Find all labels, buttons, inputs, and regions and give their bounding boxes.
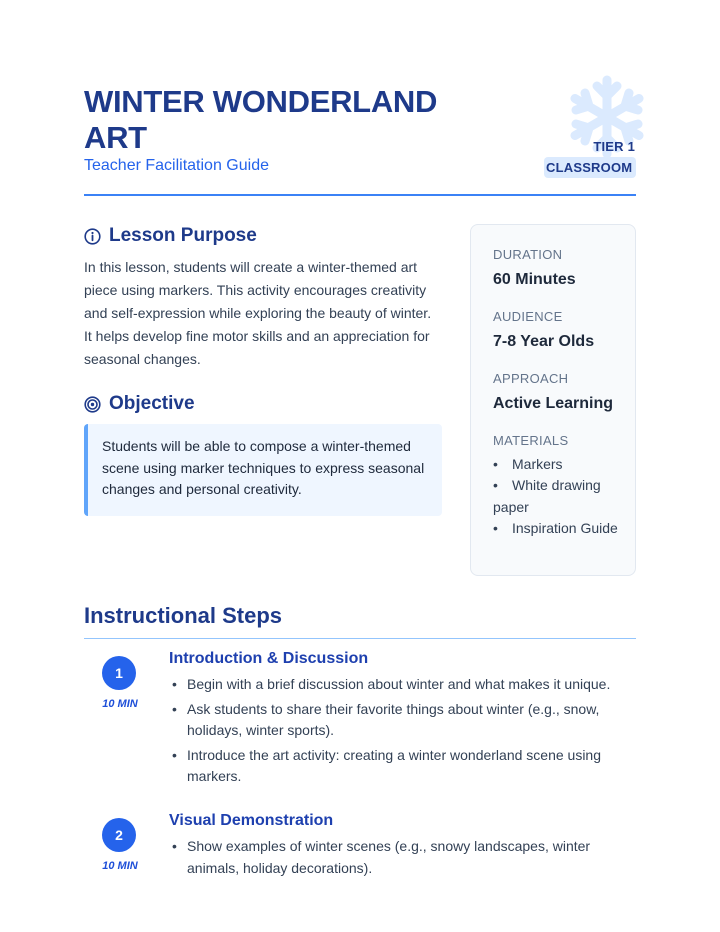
duration-value: 60 Minutes: [493, 271, 576, 288]
setting-label: CLASSROOM: [544, 157, 636, 178]
lesson-purpose-text: In this lesson, students will create a winter-themed art piece using markers. This activity encourages creativity and self-expression while exploring the beauty of winter. It helps develop fine motor skills and an appreciation for seasonal changes.: [84, 259, 432, 367]
tier-label: TIER 1: [593, 139, 635, 154]
approach-value: Active Learning: [493, 395, 614, 412]
list-item: • Begin with a brief discussion about winter and what makes it unique.: [169, 674, 629, 696]
step-bullets: [169, 674, 629, 791]
target-icon: [84, 396, 101, 413]
objective-title: Objective: [109, 393, 195, 414]
materials-label: MATERIALS: [493, 433, 569, 448]
materials-list: [493, 454, 623, 539]
lesson-info-card: [470, 224, 636, 576]
header-divider: [84, 194, 636, 196]
lesson-purpose-title: Lesson Purpose: [109, 225, 257, 246]
objective-heading: [84, 393, 195, 415]
step-duration: 10 MIN: [102, 698, 138, 710]
material-name: Inspiration Guide: [512, 519, 618, 536]
list-item: • White drawing paper: [493, 477, 601, 515]
info-icon: [84, 228, 101, 245]
duration-label: DURATION: [493, 247, 563, 262]
list-item: • Inspiration Guide: [493, 519, 618, 536]
step-number-badge: 1: [102, 656, 136, 690]
list-item: • Ask students to share their favorite things about winter (e.g., snow, holidays, winter sports).: [169, 699, 629, 742]
step-title: Introduction & Discussion: [169, 650, 369, 667]
list-item: • Markers: [493, 456, 563, 472]
tier-badge: [544, 136, 636, 180]
steps-divider: [84, 638, 636, 639]
step-number-badge: 2: [102, 818, 136, 852]
list-item: • Introduce the art activity: creating a winter wonderland scene using markers.: [169, 745, 629, 788]
list-item: • Show examples of winter scenes (e.g., snowy landscapes, winter animals, holiday decorations).: [169, 836, 629, 879]
page-title: WINTER WONDERLAND ART: [84, 84, 438, 155]
material-name: White drawing paper: [493, 477, 601, 515]
step-title: Visual Demonstration: [169, 812, 334, 829]
audience-label: AUDIENCE: [493, 309, 563, 324]
step-duration: 10 MIN: [102, 860, 138, 872]
approach-label: APPROACH: [493, 371, 569, 386]
material-name: Markers: [512, 456, 563, 472]
lesson-purpose-heading: [84, 225, 257, 247]
audience-value: 7-8 Year Olds: [493, 333, 595, 350]
objective-box: [84, 424, 442, 516]
step-bullets: [169, 836, 629, 882]
instructional-steps-heading: Instructional Steps: [84, 603, 283, 628]
page-subtitle: Teacher Facilitation Guide: [84, 157, 269, 174]
objective-text: Students will be able to compose a winter-themed scene using marker techniques to express seasonal changes and personal creativity.: [102, 438, 425, 497]
